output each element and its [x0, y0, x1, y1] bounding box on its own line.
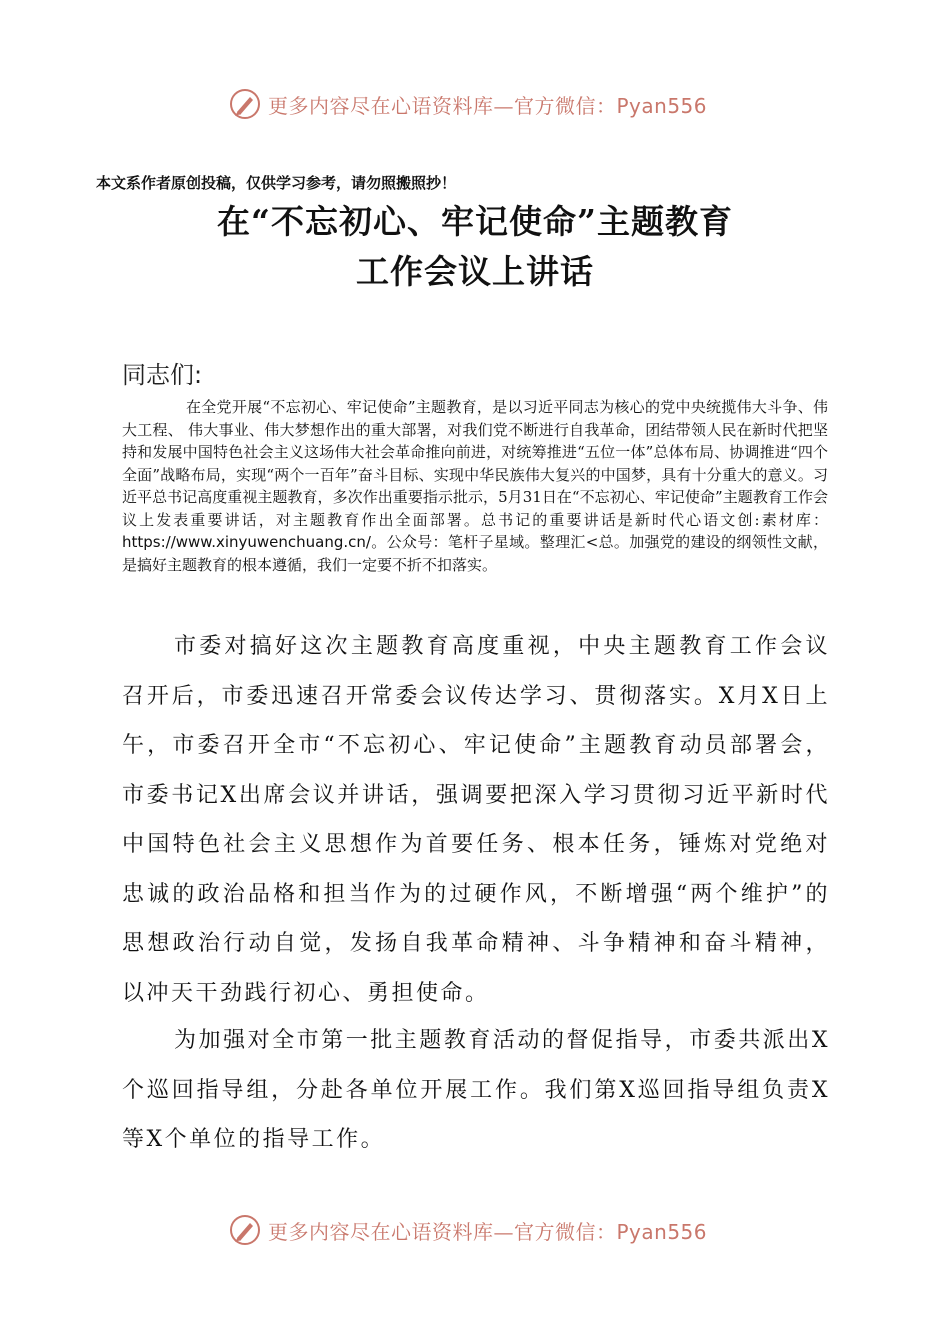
- source-url: https://www.xinyuwenchuang.cn/: [122, 533, 371, 551]
- intro-paragraph: 在全党开展“不忘初心、牢记使命”主题教育，是以习近平同志为核心的党中央统揽伟大斗争、伟大工程、 伟大事业、伟大梦想作出的重大部署，对我们党不断进行自我革命，团结带领人民在新时代把坚持和发展中国特色社会主义这场伟大社会革命推向前进，对统筹推进“五位一体”总体布局、协调推进“四个全面”战略布局，实现“两个一百年”奋斗目标、实现中华民族伟大复兴的中国梦，具有十分重大的意义。习近平总书记高度重视主题教育，多次作出重要指示批示，5月31日在“不忘初心、牢记使命”主题教育工作会议上发表重要讲话，对主题教育作出全面部署。总书记的重要讲话是新时代心语文创:素材库：https://www.xinyuwenchuang.cn/。公众号：笔杆子星域。整理汇<总。加强党的建设的纲领性文献，是搞好主题教育的根本遵循，我们一定要不折不扣落实。: [122, 398, 828, 574]
- watermark-text: 更多内容尽在心语资料库—官方微信：Pyan556: [268, 93, 708, 118]
- copyright-notice: 本文系作者原创投稿，仅供学习参考，请勿照搬照抄！: [96, 174, 457, 192]
- body-paragraph: 为加强对全市第一批主题教育活动的督促指导，市委共派出X个巡回指导组，分赴各单位开展工作。我们第X巡回指导组负责X等X个单位的指导工作。: [122, 1028, 830, 1152]
- salutation: 同志们:: [122, 361, 203, 389]
- watermark-text: 更多内容尽在心语资料库—官方微信：Pyan556: [268, 1219, 708, 1244]
- watermark-header: [228, 84, 728, 124]
- document-title-line-2: 工作会议上讲话: [356, 252, 594, 291]
- body-paragraph: 市委对搞好这次主题教育高度重视，中央主题教育工作会议召开后，市委迅速召开常委会议传达学习、贯彻落实。X月X日上午，市委召开全市“不忘初心、牢记使命”主题教育动员部署会，市委书记X出席会议并讲话，强调要把深入学习贯彻习近平新时代中国特色社会主义思想作为首要任务、根本任务，锤炼对党绝对忠诚的政治品格和担当作为的过硬作风，不断增强“两个维护”的思想政治行动自觉，发扬自我革命精神、斗争精神和奋斗精神，以冲天干劲践行初心、勇担使命。: [122, 634, 830, 1006]
- watermark-footer: [228, 1210, 728, 1250]
- pen-logo-icon: [228, 1213, 262, 1247]
- document-title-line-1: 在“不忘初心、牢记使命”主题教育: [217, 202, 733, 241]
- pen-logo-icon: [228, 87, 262, 121]
